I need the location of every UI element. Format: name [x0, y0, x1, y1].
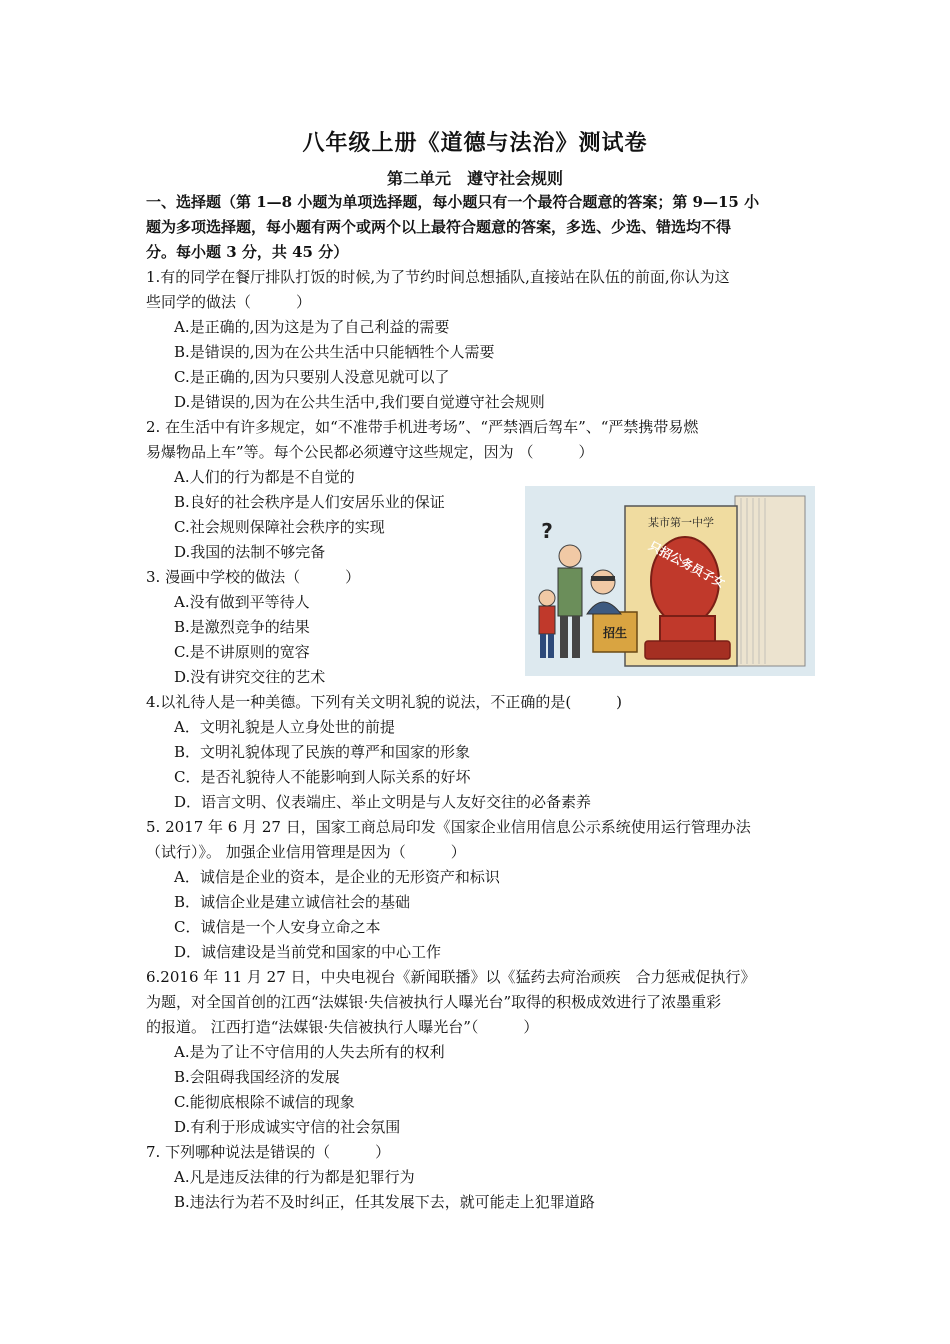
question-stem: 5. 2017 年 6 月 27 日，国家工商总局印发《国家企业信用信息公示系统使用运行管理办法: [146, 818, 751, 836]
instructions-line: 分。每小题 3 分，共 45 分）: [146, 243, 349, 261]
answer-option: B．诚信企业是建立诚信社会的基础: [174, 893, 411, 911]
answer-option: C．是否礼貌待人不能影响到人际关系的好坏: [174, 768, 471, 786]
school-admission-cartoon: [525, 486, 815, 676]
answer-option: A.凡是违反法律的行为都是犯罪行为: [174, 1168, 415, 1186]
answer-option: D.是错误的,因为在公共生活中,我们要自觉遵守社会规则: [174, 393, 545, 411]
answer-option: C.能彻底根除不诚信的现象: [174, 1093, 355, 1111]
instructions-line: 一、选择题（第 1—8 小题为单项选择题，每小题只有一个最符合题意的答案；第 9—15 小: [146, 193, 760, 211]
answer-option: A.没有做到平等待人: [174, 593, 310, 611]
question-stem: 为题，对全国首创的江西“法媒银·失信被执行人曝光台”取得的积极成效进行了浓墨重彩: [146, 993, 722, 1011]
answer-option: C.社会规则保障社会秩序的实现: [174, 518, 385, 536]
instructions-line: 题为多项选择题，每小题有两个或两个以上最符合题意的答案，多选、少选、错选均不得: [146, 218, 732, 236]
question-stem: 1.有的同学在餐厅排队打饭的时候,为了节约时间总想插队,直接站在队伍的前面,你认为这: [146, 268, 730, 286]
answer-option: B．文明礼貌体现了民族的尊严和国家的形象: [174, 743, 471, 761]
desk-label: 招生: [602, 626, 628, 640]
question-stem: 3. 漫画中学校的做法（ ）: [146, 568, 361, 586]
page-title: 八年级上册《道德与法治》测试卷: [302, 130, 648, 156]
question-mark-icon: ?: [541, 519, 553, 543]
answer-option: B.良好的社会秩序是人们安居乐业的保证: [174, 493, 445, 511]
answer-option: B.会阻碍我国经济的发展: [174, 1068, 340, 1086]
question-stem: 4.以礼待人是一种美德。下列有关文明礼貌的说法，不正确的是( ): [146, 693, 623, 711]
question-stem: 2. 在生活中有许多规定，如“不准带手机进考场”、“严禁酒后驾车”、“严禁携带易燃: [146, 418, 699, 436]
answer-option: D.我国的法制不够完备: [174, 543, 326, 561]
badge-text: 只招公务员子女: [646, 538, 728, 591]
question-stem: 7. 下列哪种说法是错误的（ ）: [146, 1143, 391, 1161]
question-stem: 的报道。 江西打造“法媒银·失信被执行人曝光台”（ ）: [146, 1018, 539, 1036]
answer-option: A．文明礼貌是人立身处世的前提: [174, 718, 395, 736]
question-stem: 易爆物品上车”等。每个公民都必须遵守这些规定，因为 （ ）: [146, 443, 594, 461]
answer-option: A.人们的行为都是不自觉的: [174, 468, 355, 486]
answer-option: D.有利于形成诚实守信的社会氛围: [174, 1118, 401, 1136]
answer-option: C.是不讲原则的宽容: [174, 643, 310, 661]
school-sign: 某市第一中学: [648, 516, 714, 529]
answer-option: A.是正确的,因为这是为了自己利益的需要: [174, 318, 450, 336]
answer-option: C.是正确的,因为只要别人没意见就可以了: [174, 368, 450, 386]
answer-option: D．语言文明、仪表端庄、举止文明是与人友好交往的必备素养: [174, 793, 592, 811]
exam-content: [146, 190, 810, 1215]
answer-option: C．诚信是一个人安身立命之本: [174, 918, 381, 936]
answer-option: D.没有讲究交往的艺术: [174, 668, 326, 686]
answer-option: A．诚信是企业的资本，是企业的无形资产和标识: [174, 868, 500, 886]
answer-option: B.是错误的,因为在公共生活中只能牺牲个人需要: [174, 343, 495, 361]
answer-option: D．诚信建设是当前党和国家的中心工作: [174, 943, 442, 961]
question-stem: 些同学的做法（ ）: [146, 293, 312, 311]
question-stem: 6.2016 年 11 月 27 日，中央电视台《新闻联播》以《猛药去疴治顽疾 合力惩戒促执行》: [146, 968, 756, 986]
answer-option: B.违法行为若不及时纠正，任其发展下去，就可能走上犯罪道路: [174, 1193, 595, 1211]
unit-subtitle: 第二单元 遵守社会规则: [386, 169, 563, 188]
answer-option: A.是为了让不守信用的人失去所有的权利: [174, 1043, 445, 1061]
question-stem: （试行）》。 加强企业信用管理是因为（ ）: [146, 843, 466, 861]
answer-option: B.是激烈竞争的结果: [174, 618, 310, 636]
